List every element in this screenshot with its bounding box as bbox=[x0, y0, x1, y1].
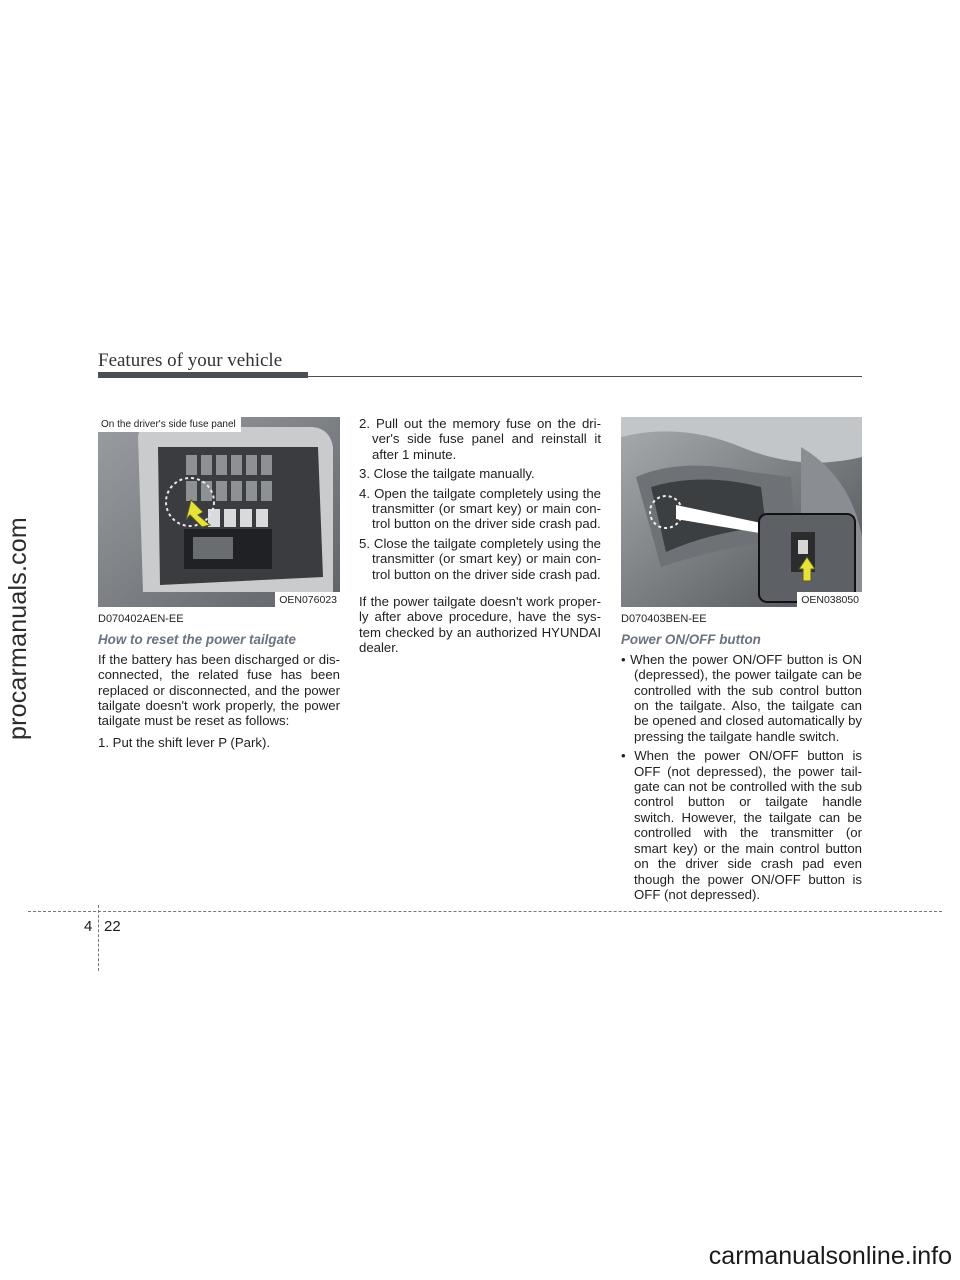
step-item: 2. Pull out the memory fuse on the dri-ver's side fuse panel and reinstall it after 1 minute. bbox=[359, 416, 601, 462]
chapter-number: 4 bbox=[84, 918, 93, 935]
fuse-panel-figure bbox=[98, 417, 340, 607]
section-heading: Power ON/OFF button bbox=[621, 632, 761, 648]
header-rule bbox=[98, 376, 862, 377]
figure-caption-location: On the driver's side fuse panel bbox=[98, 417, 241, 432]
section-heading: How to reset the power tailgate bbox=[98, 632, 296, 648]
intro-paragraph: If the battery has been discharged or dis-connected, the related fuse has been replaced or disconnected, and the power tailgate doesn't work properly, the power tailgate must be reset as follows: bbox=[98, 651, 340, 729]
column-2 bbox=[359, 416, 601, 662]
note-paragraph: If the power tailgate doesn't work proper-ly after above procedure, have the sys-tem checked by an authorized HYUNDAI dealer. bbox=[359, 594, 601, 656]
step-item: 3. Close the tailgate manually. bbox=[359, 466, 535, 482]
fuse-panel-illustration bbox=[98, 417, 340, 607]
figure-code-label: OEN076023 bbox=[275, 592, 340, 607]
column-3 bbox=[621, 612, 862, 906]
footer-rule bbox=[28, 911, 942, 912]
power-button-figure bbox=[621, 417, 862, 607]
bottom-watermark: carmanualsonline.info bbox=[708, 1242, 952, 1270]
step-item: 4. Open the tailgate completely using the transmitter (or smart key) or main con-trol button on the driver side crash pad. bbox=[359, 485, 601, 532]
step-item: 5. Close the tailgate completely using the transmitter (or smart key) or main con-trol button on the driver side crash pad. bbox=[359, 535, 601, 582]
header-accent-bar bbox=[98, 372, 308, 378]
reference-code: D070403BEN-EE bbox=[621, 613, 707, 625]
dashboard-illustration bbox=[621, 417, 862, 607]
column-1 bbox=[98, 612, 340, 754]
reference-code: D070402AEN-EE bbox=[98, 613, 184, 625]
bullet-item: • When the power ON/OFF button is ON (depressed), the power tailgate can be controlled with the sub control button on the tailgate. Also, the tailgate can be opened and closed automatically by pressing the tailgate handle switch. bbox=[621, 651, 863, 744]
bullet-item: • When the power ON/OFF button is OFF (not depressed), the power tail-gate can not be controlled with the sub control button or tailgate handle switch. However, the tailgate can be controlled with the transmitter (or smart key) or the main control button on the driver side crash pad even though the power ON/OFF button is OFF (not depressed). bbox=[621, 748, 862, 902]
step-item: 1. Put the shift lever P (Park). bbox=[98, 734, 270, 750]
section-title: Features of your vehicle bbox=[98, 350, 283, 371]
side-watermark: procarmanuals.com bbox=[4, 517, 32, 740]
page-number: 22 bbox=[104, 918, 121, 935]
footer-divider bbox=[98, 905, 99, 971]
figure-code-label: OEN038050 bbox=[797, 592, 862, 607]
